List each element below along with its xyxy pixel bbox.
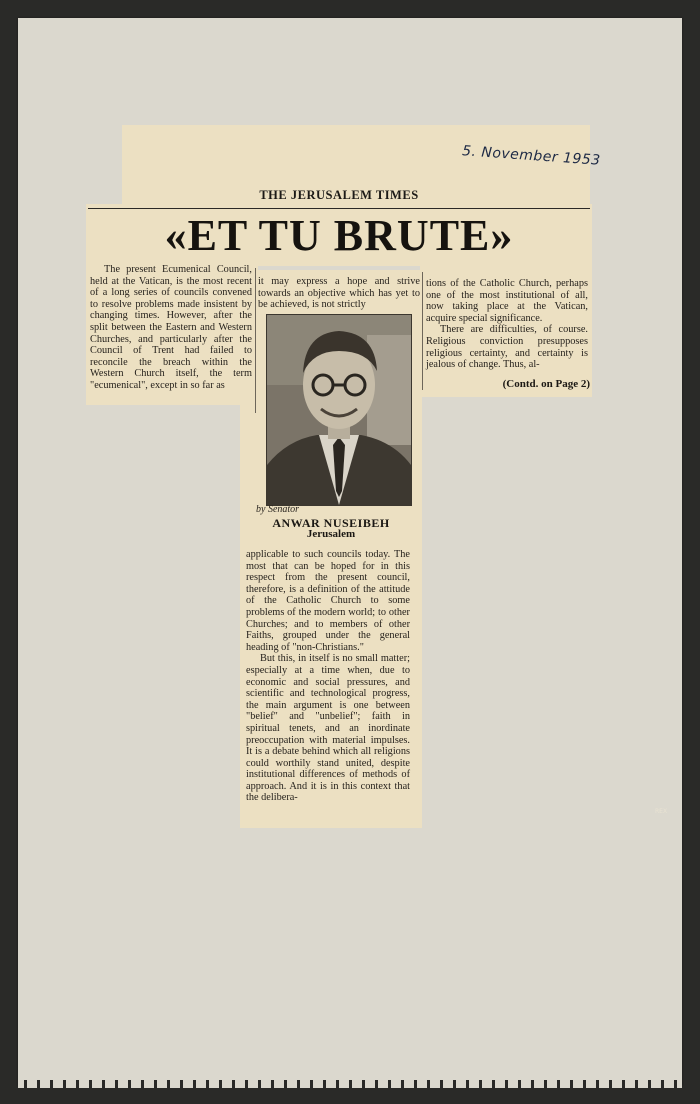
torn-paper-edge	[18, 1080, 682, 1088]
column-divider	[255, 268, 256, 413]
article-paragraph: applicable to such councils today. The most that can be hoped for in this respect from the present council, therefore, is a definition of the attitude of the Catholic Church to some problems of the modern world; to other Churches; and to members of other Faiths, grouped under the general heading of "non-Christians."	[246, 549, 410, 653]
byline-prefix: by Senator	[256, 504, 300, 515]
article-paragraph: it may express a hope and strive towards an objective which has yet to be achieved, is not strictly	[258, 276, 420, 311]
portrait-illustration	[267, 315, 411, 505]
article-headline: «ET TU BRUTE»	[164, 211, 514, 260]
author-name: ANWAR NUSEIBEH	[272, 516, 390, 530]
continued-note: (Contd. on Page 2)	[502, 378, 590, 390]
column-divider	[422, 272, 423, 390]
article-column-right	[426, 278, 588, 371]
photo-credit: REX	[655, 808, 668, 815]
article-paragraph: tions of the Catholic Church, perhaps one of the most institutional of all, now taking place at the Vatican, acquire special significance.	[426, 278, 588, 324]
article-column-middle-body	[246, 549, 410, 804]
article-paragraph: The present Ecumenical Council, held at the Vatican, is the most recent of a long series of councils convened to resolve problems made insistent by changing times. However, after the split between the Eastern and Western Churches, and particularly after the Council of Trent had failed to reconcile the breach within the Western Church itself, the term "ecumenical", except in so far as	[90, 264, 252, 391]
article-column-left	[90, 264, 252, 392]
newspaper-masthead: THE JERUSALEM TIMES	[259, 188, 419, 202]
article-paragraph: But this, in itself is no small matter; especially at a time when, due to economic and social pressures, and scientific and technological progress, the main argument is one between "belief" and "unbelief"; faith in spiritual tenets, and an inordinate preoccupation with material impulses. It is a debate behind which all religions could worthily stand united, despite institutional differences of methods of approach. And it is in this context that the delibera-	[246, 653, 410, 804]
handwritten-date: 5. November 1953	[461, 143, 602, 169]
article-column-middle-top	[258, 276, 420, 311]
article-paragraph: There are difficulties, of course. Religious conviction presupposes religious certainty, and certainty is jealous of change. Thus, al-	[426, 324, 588, 371]
author-location: Jerusalem	[306, 528, 356, 540]
